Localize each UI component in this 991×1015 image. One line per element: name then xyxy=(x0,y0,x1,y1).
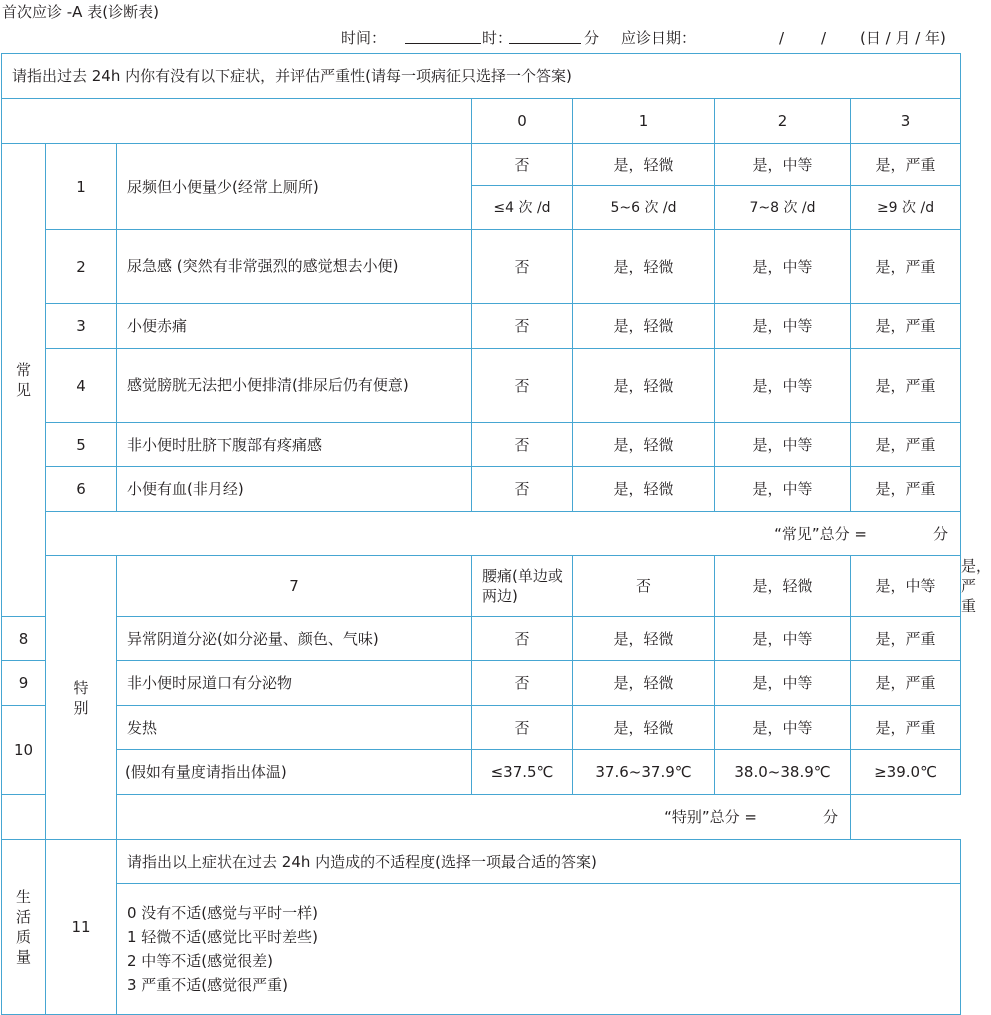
answer-option-0[interactable]: 否 xyxy=(472,706,573,750)
instruction-row xyxy=(2,54,961,99)
table-row xyxy=(2,467,961,512)
answer-option-2[interactable]: 是，中等 xyxy=(715,144,851,186)
score-header-0: 0 xyxy=(472,99,573,144)
table-row xyxy=(2,423,961,467)
answer-option-3[interactable]: 是，严重 xyxy=(851,349,961,423)
category-special: 特 别 xyxy=(46,556,117,840)
symptom-text: 非小便时肚脐下腹部有疼痛感 xyxy=(117,423,472,467)
answer-option-1[interactable]: 是，轻微 xyxy=(573,230,715,304)
frequency-option-3[interactable]: ≥9 次 /d xyxy=(851,186,961,230)
symptom-text: 非小便时尿道口有分泌物 xyxy=(117,661,472,706)
answer-option-1[interactable]: 是，轻微 xyxy=(573,144,715,186)
item-number: 2 xyxy=(46,230,117,304)
category-common: 常 见 xyxy=(2,144,46,617)
answer-option-2[interactable]: 是，中等 xyxy=(851,556,961,617)
temperature-note: (假如有量度请指出体温) xyxy=(117,750,472,795)
item-number: 4 xyxy=(46,349,117,423)
special-total[interactable] xyxy=(2,795,851,840)
hour-label: 时： xyxy=(482,29,513,47)
answer-option-3[interactable]: 是，严重 xyxy=(851,144,961,186)
table-row xyxy=(2,750,961,795)
category-quality-of-life: 生 活 质 量 xyxy=(2,840,46,1015)
answer-option-2[interactable]: 是，中等 xyxy=(715,423,851,467)
discomfort-option-3[interactable]: 3 严重不适(感觉很严重) xyxy=(127,976,289,994)
answer-option-3[interactable]: 是，严重 xyxy=(851,617,961,661)
time-label: 时间： xyxy=(341,29,387,47)
symptom-text: 发热 xyxy=(117,706,472,750)
temperature-option-1[interactable]: 37.6~37.9℃ xyxy=(573,750,715,795)
temperature-option-3[interactable]: ≥39.0℃ xyxy=(851,750,961,795)
date-separator: / xyxy=(821,29,827,47)
instruction-text: 请指出过去 24h 内你有没有以下症状，并评估严重性(请每一项病征只选择一个答案) xyxy=(2,54,961,99)
answer-option-2[interactable]: 是，中等 xyxy=(715,617,851,661)
table-row xyxy=(2,304,961,349)
answer-option-0[interactable]: 否 xyxy=(573,556,715,617)
answer-option-0[interactable]: 否 xyxy=(472,304,573,349)
answer-option-0[interactable]: 否 xyxy=(472,349,573,423)
special-total-row xyxy=(2,795,961,840)
answer-option-3[interactable]: 是，严重 xyxy=(851,423,961,467)
item-number: 11 xyxy=(46,840,117,1015)
score-header-row xyxy=(2,99,961,144)
answer-option-2[interactable]: 是，中等 xyxy=(715,467,851,512)
visit-date-label: 应诊日期： xyxy=(621,29,697,47)
table-row xyxy=(2,661,961,706)
discomfort-option-2[interactable]: 2 中等不适(感觉很差) xyxy=(127,952,274,970)
answer-option-0[interactable]: 否 xyxy=(472,423,573,467)
table-row xyxy=(2,144,961,186)
temperature-option-2[interactable]: 38.0~38.9℃ xyxy=(715,750,851,795)
table-row xyxy=(2,349,961,423)
date-separator: / xyxy=(779,29,785,47)
discomfort-option-0[interactable]: 0 没有不适(感觉与平时一样) xyxy=(127,904,319,922)
discomfort-question: 请指出以上症状在过去 24h 内造成的不适程度(选择一项最合适的答案) xyxy=(117,840,961,884)
answer-option-0[interactable]: 否 xyxy=(472,230,573,304)
header-blank-cell xyxy=(2,99,472,144)
score-header-3: 3 xyxy=(851,99,961,144)
answer-option-1[interactable]: 是，轻微 xyxy=(715,556,851,617)
symptom-text: 尿急感 (突然有非常强烈的感觉想去小便) xyxy=(117,230,472,304)
answer-option-0[interactable]: 否 xyxy=(472,467,573,512)
date-format-hint: (日 / 月 / 年) xyxy=(860,29,946,47)
table-row xyxy=(2,617,961,661)
item-number: 10 xyxy=(2,706,46,795)
special-total-label: “特别”总分 = xyxy=(664,808,757,826)
table-row xyxy=(2,840,961,884)
common-total-row xyxy=(2,512,961,556)
answer-option-0[interactable]: 否 xyxy=(472,144,573,186)
table-row xyxy=(2,230,961,304)
answer-option-1[interactable]: 是，轻微 xyxy=(573,661,715,706)
table-row: 特 别 7 腰痛(单边或两边) 否 是，轻微 是，中等 是，严重 xyxy=(2,556,961,617)
item-number: 1 xyxy=(46,144,117,230)
temperature-option-0[interactable]: ≤37.5℃ xyxy=(472,750,573,795)
answer-option-1[interactable]: 是，轻微 xyxy=(573,467,715,512)
frequency-option-1[interactable]: 5~6 次 /d xyxy=(573,186,715,230)
answer-option-0[interactable]: 否 xyxy=(472,661,573,706)
item-number: 3 xyxy=(46,304,117,349)
item-number: 9 xyxy=(2,661,46,706)
score-header-1: 1 xyxy=(573,99,715,144)
symptom-text: 异常阴道分泌(如分泌量、颜色、气味) xyxy=(117,617,472,661)
answer-option-2[interactable]: 是，中等 xyxy=(715,230,851,304)
answer-option-3[interactable]: 是，严重 xyxy=(851,230,961,304)
symptom-text: 感觉膀胱无法把小便排清(排尿后仍有便意) xyxy=(117,349,472,423)
item-number: 5 xyxy=(46,423,117,467)
total-unit: 分 xyxy=(822,808,838,826)
symptom-text: 腰痛(单边或两边) xyxy=(472,556,573,617)
answer-option-1[interactable]: 是，轻微 xyxy=(573,423,715,467)
hour-blank[interactable] xyxy=(405,28,481,49)
symptom-text: 小便有血(非月经) xyxy=(117,467,472,512)
minute-blank[interactable] xyxy=(509,28,581,49)
answer-option-1[interactable]: 是，轻微 xyxy=(573,617,715,661)
answer-option-3[interactable]: 是，严重 xyxy=(851,706,961,750)
symptom-text: 小便赤痛 xyxy=(117,304,472,349)
answer-option-1[interactable]: 是，轻微 xyxy=(573,706,715,750)
answer-option-1[interactable]: 是，轻微 xyxy=(573,304,715,349)
common-total[interactable] xyxy=(46,512,961,556)
diagnosis-table xyxy=(1,53,991,1015)
table-row xyxy=(2,706,961,750)
minute-label: 分 xyxy=(584,29,600,47)
answer-option-1[interactable]: 是，轻微 xyxy=(573,349,715,423)
answer-option-2[interactable]: 是，中等 xyxy=(715,661,851,706)
answer-option-3[interactable]: 是，严重 xyxy=(851,467,961,512)
score-header-2: 2 xyxy=(715,99,851,144)
discomfort-options xyxy=(117,884,961,1015)
answer-option-2[interactable]: 是，中等 xyxy=(715,706,851,750)
common-total-label: “常见”总分 = xyxy=(774,524,868,543)
symptom-text: 尿频但小便量少(经常上厕所) xyxy=(117,144,472,230)
visit-info-line xyxy=(0,28,963,48)
frequency-option-0[interactable]: ≤4 次 /d xyxy=(472,186,573,230)
answer-option-0[interactable]: 否 xyxy=(472,617,573,661)
total-unit: 分 xyxy=(933,524,949,543)
table-row xyxy=(2,884,961,1015)
item-number: 8 xyxy=(2,617,46,661)
item-number: 6 xyxy=(46,467,117,512)
discomfort-option-1[interactable]: 1 轻微不适(感觉比平时差些) xyxy=(127,928,319,946)
answer-option-2[interactable]: 是，中等 xyxy=(715,349,851,423)
form-title: 首次应诊 -A 表(诊断表) xyxy=(2,3,159,21)
frequency-option-2[interactable]: 7~8 次 /d xyxy=(715,186,851,230)
item-number: 7 xyxy=(117,556,472,617)
answer-option-3[interactable]: 是，严重 xyxy=(851,304,961,349)
answer-option-2[interactable]: 是，中等 xyxy=(715,304,851,349)
answer-option-3[interactable]: 是，严重 xyxy=(851,661,961,706)
